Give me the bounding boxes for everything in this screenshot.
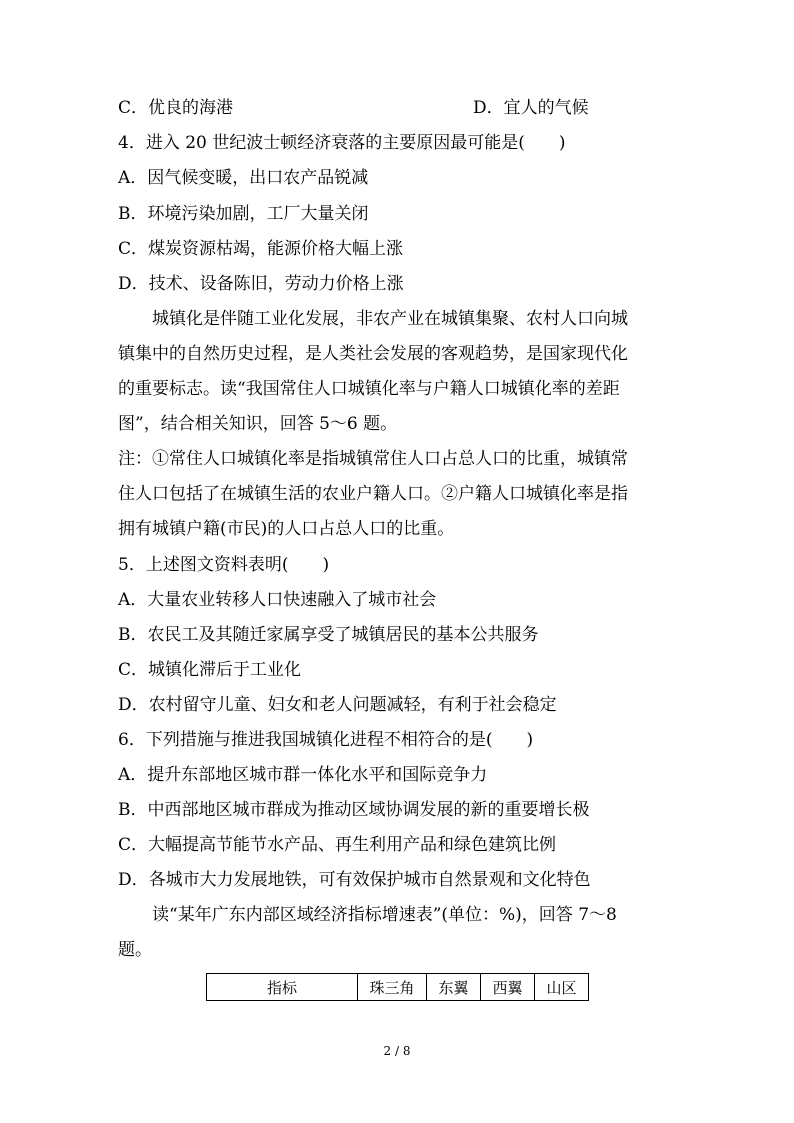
- q5-option-a: A．大量农业转移人口快速融入了城市社会: [118, 590, 437, 610]
- header-east-wing: 东翼: [427, 974, 481, 1001]
- header-indicator: 指标: [207, 974, 358, 1001]
- q6-option-c: C．大幅提高节能节水产品、再生利用产品和绿色建筑比例: [118, 835, 557, 855]
- q5-option-d: D．农村留守儿童、妇女和老人问题减轻，有利于社会稳定: [118, 695, 557, 715]
- table-header-row: [207, 974, 589, 1001]
- header-mountain-area: 山区: [535, 974, 589, 1001]
- header-pearl-river-delta: 珠三角: [358, 974, 427, 1001]
- option-c: C．优良的海港: [118, 98, 234, 118]
- passage-line-1: 城镇化是伴随工业化发展，非农产业在城镇集聚、农村人口向城: [152, 309, 628, 329]
- option-d: D．宜人的气候: [473, 98, 589, 118]
- table-intro-line-2: 题。: [118, 940, 152, 960]
- q4-option-c: C．煤炭资源枯竭，能源价格大幅上涨: [118, 239, 404, 259]
- q5-option-c: C．城镇化滞后于工业化: [118, 660, 302, 680]
- note-line-3: 拥有城镇户籍(市民)的人口占总人口的比重。: [118, 519, 455, 539]
- q5-option-b: B．农民工及其随迁家属享受了城镇居民的基本公共服务: [118, 625, 539, 645]
- indicator-table: [206, 973, 589, 1001]
- note-line-1: 注：①常住人口城镇化率是指城镇常住人口占总人口的比重，城镇常: [118, 449, 628, 469]
- q6-option-b: B．中西部地区城市群成为推动区域协调发展的新的重要增长极: [118, 800, 590, 820]
- passage-line-2: 镇集中的自然历史过程，是人类社会发展的客观趋势，是国家现代化: [118, 344, 628, 364]
- note-line-2: 住人口包括了在城镇生活的农业户籍人口。②户籍人口城镇化率是指: [118, 484, 628, 504]
- passage-line-4: 图”，结合相关知识，回答 5～6 题。: [118, 414, 398, 434]
- question-3-options-row: [118, 98, 589, 118]
- q4-option-b: B．环境污染加剧，工厂大量关闭: [118, 204, 369, 224]
- question-6-stem: 6．下列措施与推进我国城镇化进程不相符合的是( ): [118, 730, 534, 750]
- q6-option-d: D．各城市大力发展地铁，可有效保护城市自然景观和文化特色: [118, 870, 591, 890]
- table-intro-line-1: 读“某年广东内部区域经济指标增速表”(单位：%)，回答 7～8: [152, 905, 617, 925]
- header-west-wing: 西翼: [481, 974, 535, 1001]
- question-5-stem: 5．上述图文资料表明( ): [118, 555, 330, 575]
- q6-option-a: A．提升东部地区城市群一体化水平和国际竞争力: [118, 765, 488, 785]
- page-number: 2 / 8: [383, 1044, 411, 1058]
- question-4-stem: 4．进入 20 世纪波士顿经济衰落的主要原因最可能是( ): [118, 133, 566, 153]
- q4-option-d: D．技术、设备陈旧，劳动力价格上涨: [118, 274, 404, 294]
- q4-option-a: A．因气候变暖，出口农产品锐减: [118, 168, 369, 188]
- passage-line-3: 的重要标志。读“我国常住人口城镇化率与户籍人口城镇化率的差距: [118, 379, 620, 399]
